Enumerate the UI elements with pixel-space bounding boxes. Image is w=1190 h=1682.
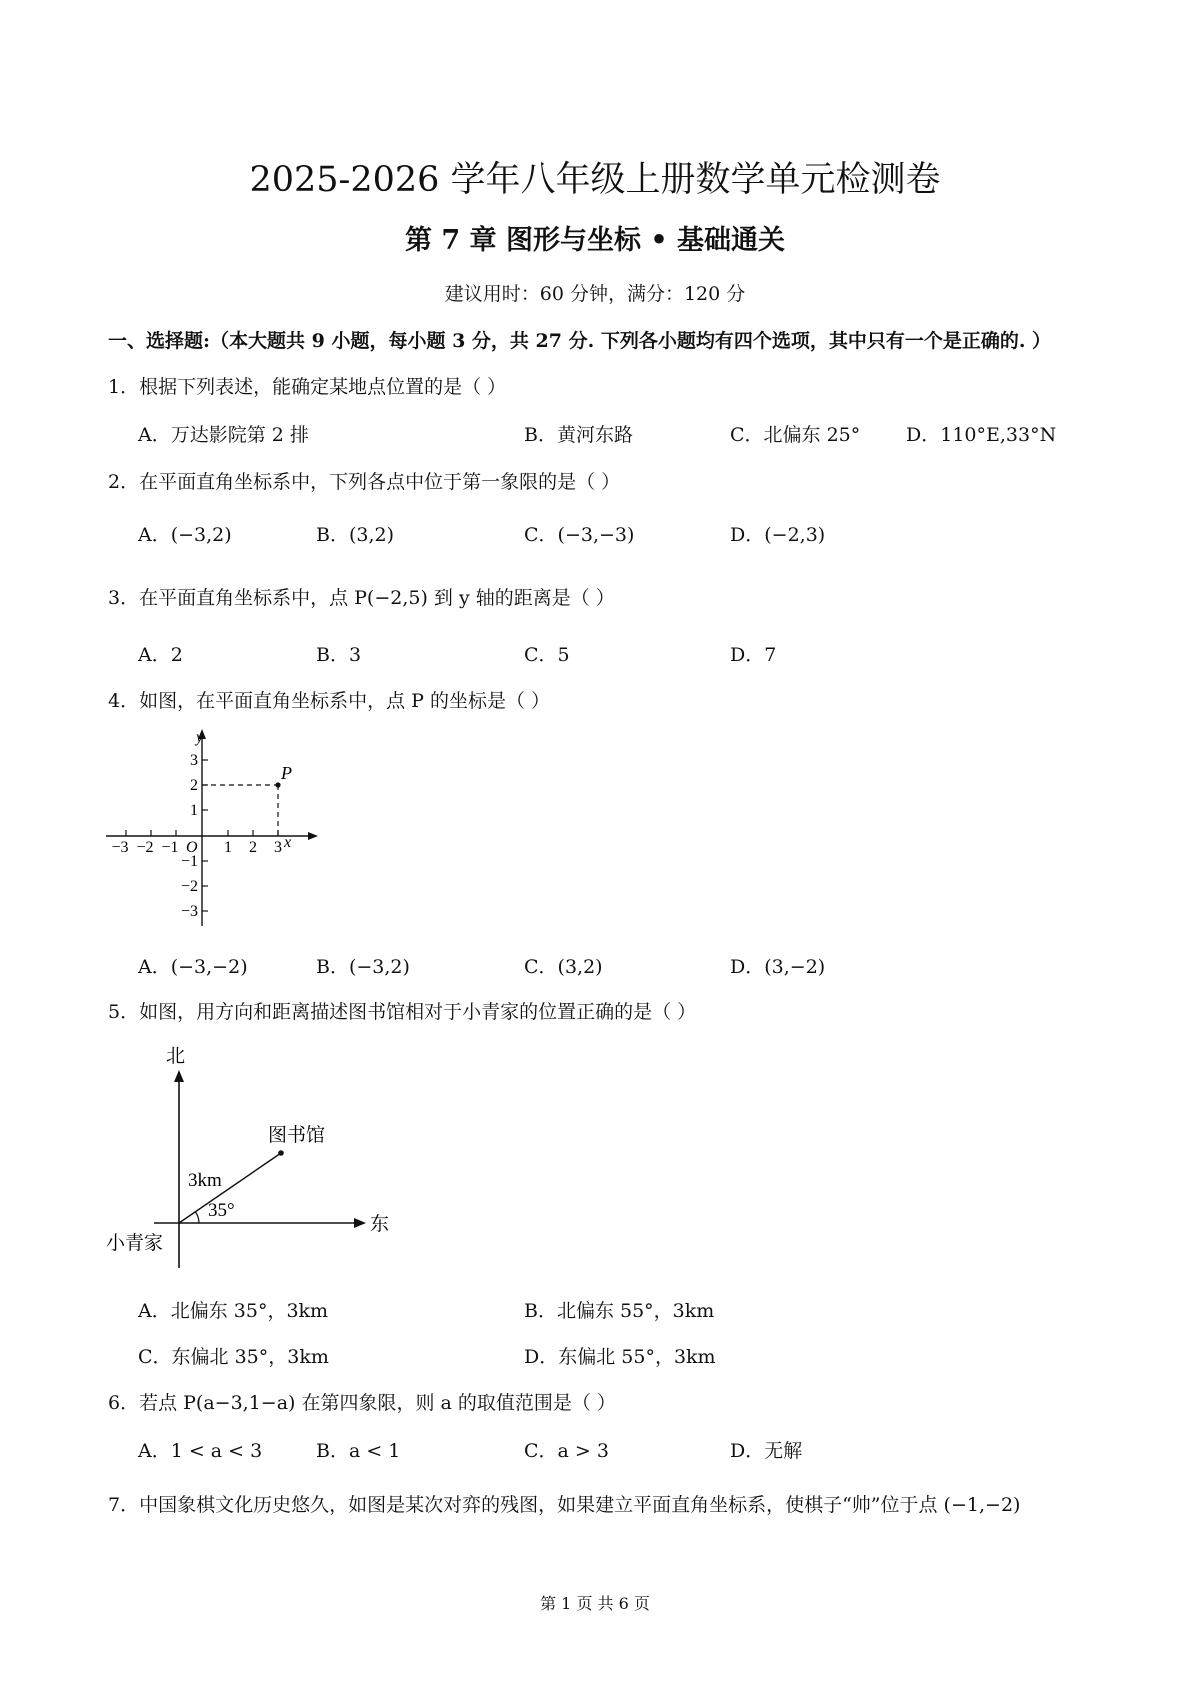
point-p-label: P <box>281 763 292 783</box>
east-arrow-icon <box>354 1218 366 1228</box>
question-5-option-a: A．北偏东 35°，3km <box>138 1300 329 1322</box>
y-tick-label: −2 <box>180 878 198 895</box>
question-4-coordinate-figure <box>100 724 330 934</box>
question-6-stem: 6．若点 P(a−3,1−a) 在第四象限，则 a 的取值范围是（ ） <box>108 1392 616 1414</box>
x-tick-label: −2 <box>136 839 154 856</box>
question-6-option-b: B．a < 1 <box>316 1440 401 1462</box>
section-heading: 一、选择题:（本大题共 9 小题，每小题 3 分，共 27 分. 下列各小题均有四个选项，其中只有一个是正确的. ） <box>108 330 1052 352</box>
x-axis-label: x <box>284 834 292 851</box>
question-3-option-b: B．3 <box>316 644 362 666</box>
y-tick-label: 3 <box>190 752 198 769</box>
question-1-option-c: C．北偏东 25° <box>730 424 861 446</box>
question-1-option-b: B．黄河东路 <box>524 424 633 446</box>
question-1-stem: 1．根据下列表述，能确定某地点位置的是（ ） <box>108 376 507 398</box>
question-5-option-c: C．东偏北 35°，3km <box>138 1346 329 1368</box>
question-2-option-a: A．(−3,2) <box>138 524 232 546</box>
north-label: 北 <box>166 1046 186 1067</box>
question-3-stem: 3．在平面直角坐标系中，点 P(−2,5) 到 y 轴的距离是（ ） <box>108 587 615 609</box>
home-label: 小青家 <box>106 1233 164 1254</box>
x-tick-label: 2 <box>249 839 257 856</box>
distance-label: 3km <box>188 1170 222 1191</box>
question-2-option-b: B．(3,2) <box>316 524 395 546</box>
question-5-direction-figure <box>100 1040 400 1280</box>
question-1-option-a: A．万达影院第 2 排 <box>138 424 309 446</box>
x-tick-label: −3 <box>111 839 129 856</box>
x-tick-label: 1 <box>224 839 232 856</box>
question-2-option-d: D．(−2,3) <box>730 524 826 546</box>
question-5-option-d: D．东偏北 55°，3km <box>524 1346 716 1368</box>
north-arrow-icon <box>174 1070 184 1082</box>
question-6-option-d: D．无解 <box>730 1440 803 1462</box>
question-3-option-a: A．2 <box>138 644 183 666</box>
question-4-option-b: B．(−3,2) <box>316 956 410 978</box>
question-6-option-c: C．a > 3 <box>524 1440 609 1462</box>
question-3-option-d: D．7 <box>730 644 777 666</box>
x-axis-arrow-icon <box>308 832 318 840</box>
exam-title: 2025-2026 学年八年级上册数学单元检测卷 <box>249 160 941 200</box>
question-7-stem: 7．中国象棋文化历史悠久，如图是某次对弈的残图，如果建立平面直角坐标系，使棋子“帅”位于点 (−1,−2) <box>108 1494 1021 1516</box>
question-6-option-a: A．1 < a < 3 <box>138 1440 263 1462</box>
origin-label: O <box>186 839 198 856</box>
x-tick-label: −1 <box>161 839 179 856</box>
question-4-option-c: C．(3,2) <box>524 956 603 978</box>
question-5-stem: 5．如图，用方向和距离描述图书馆相对于小青家的位置正确的是（ ） <box>108 1001 697 1023</box>
page-footer: 第 1 页 共 6 页 <box>540 1594 650 1613</box>
time-and-score-info: 建议用时：60 分钟，满分：120 分 <box>444 283 746 305</box>
y-tick-label: 1 <box>190 802 198 819</box>
question-4-stem: 4．如图，在平面直角坐标系中，点 P 的坐标是（ ） <box>108 690 550 712</box>
question-5-option-b: B．北偏东 55°，3km <box>524 1300 715 1322</box>
question-2-stem: 2．在平面直角坐标系中，下列各点中位于第一象限的是（ ） <box>108 471 621 493</box>
question-4-option-a: A．(−3,−2) <box>138 956 248 978</box>
angle-label: 35° <box>208 1200 235 1221</box>
library-dot <box>278 1150 284 1156</box>
question-2-option-c: C．(−3,−3) <box>524 524 635 546</box>
question-4-option-d: D．(3,−2) <box>730 956 826 978</box>
east-label: 东 <box>370 1214 390 1235</box>
y-tick-label: −1 <box>180 853 198 870</box>
library-label: 图书馆 <box>268 1125 326 1146</box>
question-3-option-c: C．5 <box>524 644 570 666</box>
y-tick-label: 2 <box>190 777 198 794</box>
x-tick-label: 3 <box>274 839 282 856</box>
angle-arc <box>196 1212 200 1223</box>
y-tick-label: −3 <box>180 903 198 920</box>
y-axis-label: y <box>196 729 204 746</box>
question-1-option-d: D．110°E,33°N <box>906 424 1057 446</box>
chapter-subtitle: 第 7 章 图形与坐标 • 基础通关 <box>404 225 786 256</box>
point-p-dot <box>275 782 280 787</box>
